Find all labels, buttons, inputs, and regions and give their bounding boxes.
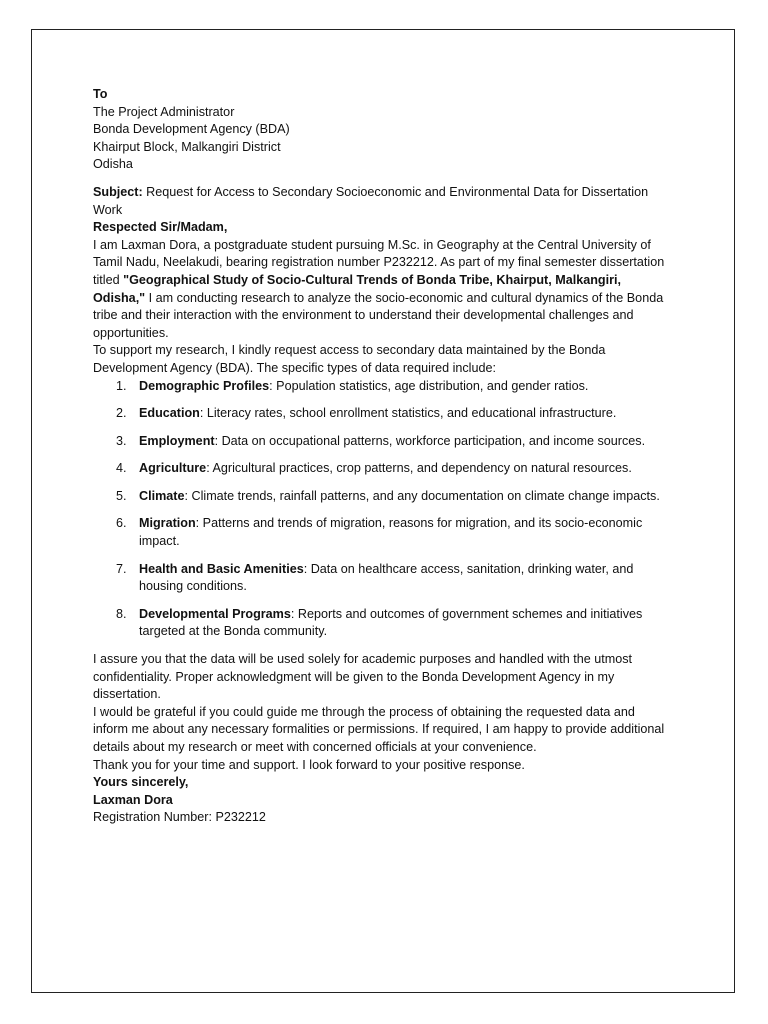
list-item bbox=[93, 378, 673, 396]
recipient-line: Odisha bbox=[93, 157, 133, 172]
signoff: Yours sincerely, bbox=[93, 775, 189, 790]
list-desc: : Data on occupational patterns, workforce participation, and income sources. bbox=[214, 433, 646, 448]
assurance-paragraph: I assure you that the data will be used solely for academic purposes and handled with the utmost confidentiality. Proper acknowledgment will be given to the Bonda Development Agency in my dissertation. bbox=[93, 652, 633, 702]
recipient-line: The Project Administrator bbox=[93, 104, 235, 119]
data-request-list bbox=[93, 378, 673, 642]
list-desc: : Population statistics, age distribution, and gender ratios. bbox=[269, 378, 589, 393]
recipient-line: Bonda Development Agency (BDA) bbox=[93, 122, 290, 137]
list-term: Migration bbox=[139, 516, 196, 531]
list-item bbox=[93, 561, 673, 596]
request-paragraph: To support my research, I kindly request access to secondary data maintained by the Bonda Development Agency (BDA). The specific types of data required include: bbox=[93, 343, 606, 375]
list-term: Education bbox=[139, 406, 200, 421]
list-desc: : Literacy rates, school enrollment statistics, and educational infrastructure. bbox=[199, 406, 617, 421]
list-number: 1. bbox=[116, 378, 127, 393]
letter-body bbox=[93, 86, 673, 827]
intro-text: I am Laxman Dora, a postgraduate student pursuing M.Sc. in Geography at the Central University of Tamil Nadu, Neelakudi, bearing registration number P232212. As part of my final semester dissertation titled bbox=[93, 237, 665, 287]
list-item bbox=[93, 405, 673, 423]
list-item bbox=[93, 515, 673, 550]
list-term: Demographic Profiles bbox=[139, 378, 270, 393]
list-desc: : Agricultural practices, crop patterns, and dependency on natural resources. bbox=[206, 461, 632, 476]
sender-name: Laxman Dora bbox=[93, 792, 173, 807]
list-number: 5. bbox=[116, 488, 127, 503]
list-item bbox=[93, 488, 673, 506]
thanks-paragraph: Thank you for your time and support. I look forward to your positive response. bbox=[93, 757, 525, 772]
list-number: 2. bbox=[116, 406, 127, 421]
list-number: 4. bbox=[116, 461, 127, 476]
dissertation-title: "Geographical Study of Socio-Cultural Trends of Bonda Tribe, Khairput, Malkangiri, Odisha," bbox=[93, 272, 621, 305]
list-term: Developmental Programs bbox=[139, 606, 291, 621]
list-desc: : Patterns and trends of migration, reasons for migration, and its socio-economic impact. bbox=[139, 516, 643, 549]
subject-label: Subject: bbox=[93, 184, 143, 199]
registration-number: Registration Number: P232212 bbox=[93, 810, 266, 825]
list-term: Climate bbox=[139, 488, 185, 503]
list-number: 7. bbox=[116, 561, 127, 576]
list-desc: : Data on healthcare access, sanitation, drinking water, and housing conditions. bbox=[139, 561, 634, 594]
intro-text-continued: I am conducting research to analyze the socio-economic and cultural dynamics of the Bonda tribe and their interaction with the environment to understand their developmental challenges and opportunities. bbox=[93, 290, 664, 340]
salutation: Respected Sir/Madam, bbox=[93, 220, 228, 235]
guidance-paragraph: I would be grateful if you could guide me through the process of obtaining the requested data and inform me about any necessary formalities or permissions. If required, I am happy to provide additional details about my research or meet with concerned officials at your convenience. bbox=[93, 704, 665, 754]
list-number: 6. bbox=[116, 516, 127, 531]
list-number: 3. bbox=[116, 433, 127, 448]
subject-line bbox=[93, 184, 673, 219]
list-term: Agriculture bbox=[139, 461, 207, 476]
list-term: Health and Basic Amenities bbox=[139, 561, 304, 576]
list-desc: : Climate trends, rainfall patterns, and any documentation on climate change impacts. bbox=[184, 488, 660, 503]
closing-block bbox=[93, 774, 673, 827]
recipient-address bbox=[93, 86, 673, 174]
subject-text: Request for Access to Secondary Socioeconomic and Environmental Data for Dissertation Work bbox=[93, 184, 649, 217]
list-desc: : Reports and outcomes of government schemes and initiatives targeted at the Bonda community. bbox=[139, 606, 643, 639]
intro-paragraph bbox=[93, 237, 673, 343]
to-label: To bbox=[93, 87, 108, 101]
list-item bbox=[93, 460, 673, 478]
recipient-line: Khairput Block, Malkangiri District bbox=[93, 139, 281, 154]
list-item bbox=[93, 433, 673, 451]
list-term: Employment bbox=[139, 433, 215, 448]
list-number: 8. bbox=[116, 606, 127, 621]
list-item bbox=[93, 606, 673, 641]
